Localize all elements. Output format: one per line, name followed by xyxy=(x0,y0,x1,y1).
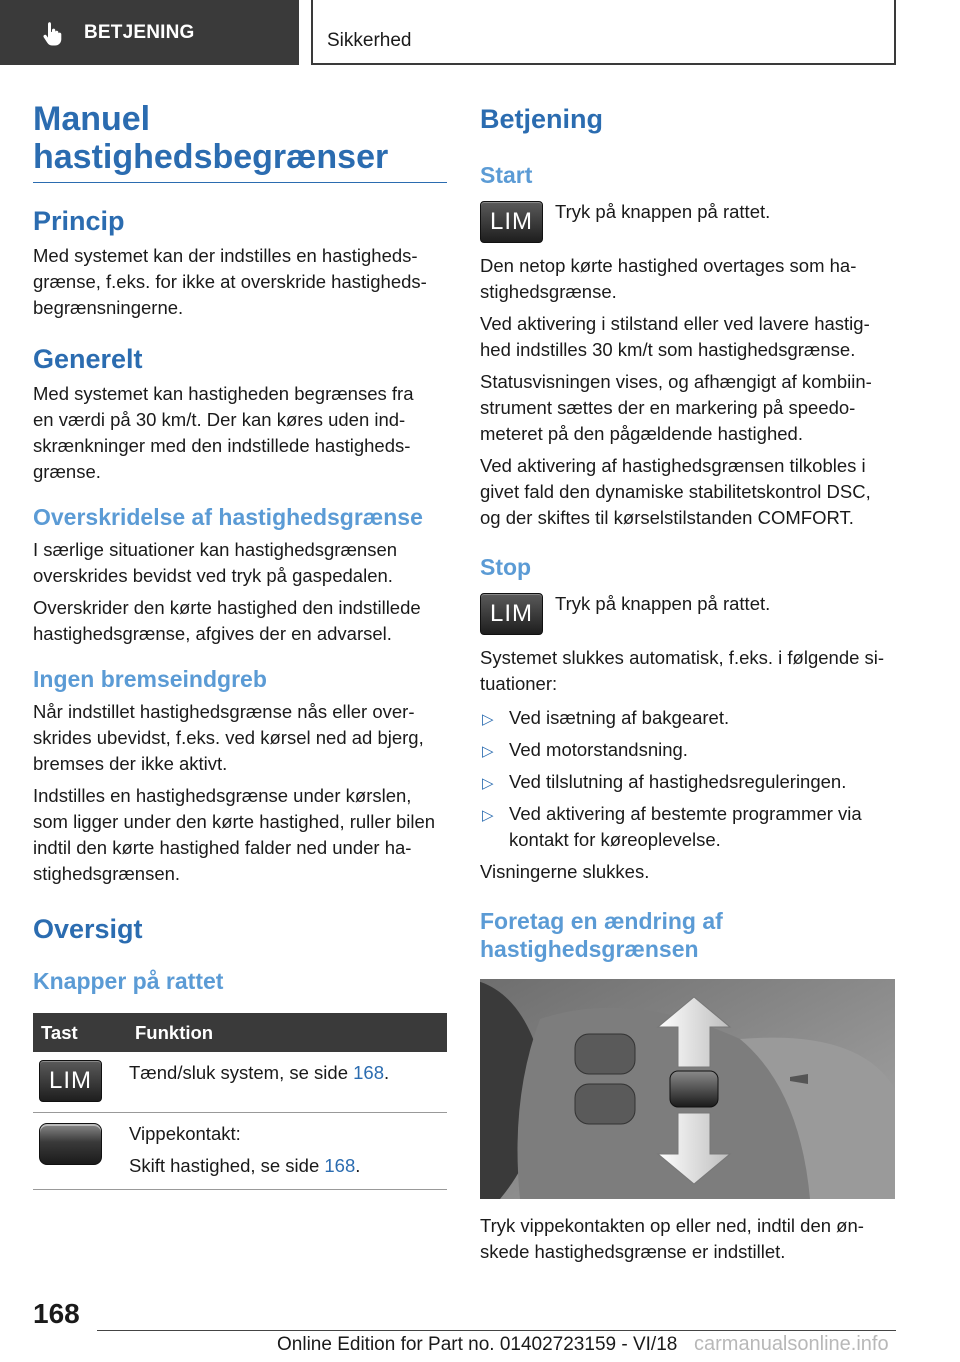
section-tab xyxy=(311,0,896,65)
row1-suffix: . xyxy=(384,1062,390,1083)
start-instruction xyxy=(480,199,896,243)
page-ref-link[interactable]: 168 xyxy=(324,1154,356,1176)
heading-knapper: Knapper på rattet xyxy=(33,968,224,994)
section-title: Sikkerhed xyxy=(327,30,412,51)
table-row xyxy=(33,1052,447,1112)
ingen-text-1: Når indstillet hastighedsgrænse nås eller over- skrides ubevidst, f.eks. ved kørsel ned ad bjerg, bremses der ikke aktivt. xyxy=(33,701,424,774)
table-header-row xyxy=(33,1013,447,1052)
row1-text: Tænd/sluk system, se side xyxy=(129,1062,354,1083)
page-ref-link[interactable]: 168 xyxy=(353,1062,385,1083)
list-item: ▷ Ved tilslutning af hastighedsreguleringen. xyxy=(480,769,896,795)
heading-foretag xyxy=(480,907,896,963)
row2-suffix: . xyxy=(355,1154,361,1176)
button-table xyxy=(33,1013,447,1190)
list-item: ▷ Ved motorstandsning. xyxy=(480,737,896,763)
princip-text: Med systemet kan der indstilles en hastigheds- grænse, f.eks. for ikke at overskride hastigheds- begrænsningerne. xyxy=(33,245,427,318)
heading-oversigt: Oversigt xyxy=(33,914,143,944)
list-item: ▷ Ved aktivering af bestemte programmer via kontakt for køreoplevelse. xyxy=(482,803,862,850)
heading-betjening: Betjening xyxy=(480,104,604,134)
start-text-3: Statusvisningen vises, og afhængigt af kombiin- strument sættes der en markering på speedo- meteret på den pågældende hastighed. xyxy=(480,371,872,444)
left-column xyxy=(33,100,447,1190)
triangle-bullet-icon: ▷ xyxy=(482,807,494,824)
overskridelse-text-2: Overskrider den kørte hastighed den indstillede hastighedsgrænse, afgives der en advarsel. xyxy=(33,597,421,644)
row2-line1: Vippekontakt: xyxy=(129,1122,241,1144)
heading-generelt: Generelt xyxy=(33,344,143,374)
watermark: carmanualsonline.info xyxy=(694,1333,889,1355)
triangle-bullet-icon: ▷ xyxy=(482,775,494,792)
steering-wheel-rocker-photo xyxy=(480,979,895,1199)
triangle-bullet-icon: ▷ xyxy=(482,743,494,760)
overskridelse-text-1: I særlige situationer kan hastighedsgrænsen overskrides bevidst ved tryk på gaspedalen. xyxy=(33,539,398,586)
table-row xyxy=(33,1112,447,1189)
stop-text-2: Visningerne slukkes. xyxy=(480,861,650,882)
lim-button-icon: LIM xyxy=(39,1060,102,1102)
table-header-funktion: Funktion xyxy=(123,1013,447,1052)
foretag-heading-line-2: hastighedsgrænsen xyxy=(480,936,699,962)
heading-overskridelse: Overskridelse af hastighedsgrænse xyxy=(33,504,423,530)
footer-divider xyxy=(97,1330,896,1331)
heading-princip: Princip xyxy=(33,206,125,236)
row2-text: Skift hastighed, se side xyxy=(129,1154,325,1176)
table-header-tast: Tast xyxy=(33,1013,123,1052)
heading-ingen-bremseindgreb: Ingen bremseindgreb xyxy=(33,666,267,692)
start-instruction-text: Tryk på knappen på rattet. xyxy=(555,201,771,222)
stop-instruction xyxy=(480,591,896,635)
foretag-text: Tryk vippekontakten op eller ned, indtil den øn- skede hastighedsgrænse er indstillet. xyxy=(480,1215,864,1262)
lim-button-icon: LIM xyxy=(480,593,543,635)
start-text-2: Ved aktivering i stilstand eller ved lavere hastig- hed indstilles 30 km/t som hastighedsgrænse. xyxy=(480,313,870,360)
page-title xyxy=(33,100,447,183)
heading-stop: Stop xyxy=(480,554,532,580)
list-item: ▷ Ved isætning af bakgearet. xyxy=(480,705,896,731)
right-column xyxy=(480,100,896,1265)
stop-bullet-list xyxy=(480,705,896,853)
title-line-1: Manuel xyxy=(33,100,151,138)
stop-text-1: Systemet slukkes automatisk, f.eks. i følgende si- tuationer: xyxy=(480,647,885,694)
stop-instruction-text: Tryk på knappen på rattet. xyxy=(555,593,771,614)
page-number: 168 xyxy=(33,1298,80,1329)
chapter-tab xyxy=(0,0,299,65)
start-text-1: Den netop kørte hastighed overtages som ha- stighedsgrænse. xyxy=(480,255,857,302)
lim-button-icon: LIM xyxy=(480,201,543,243)
generelt-text: Med systemet kan hastigheden begrænses fra en værdi på 30 km/t. Der kan køres uden ind- skrænkninger med den indstillede hastigheds- grænse. xyxy=(33,383,414,482)
rocker-switch-icon xyxy=(39,1123,102,1165)
chapter-title: BETJENING xyxy=(84,21,195,43)
foretag-heading-line-1: Foretag en ændring af xyxy=(480,908,723,934)
triangle-bullet-icon: ▷ xyxy=(482,711,494,728)
start-text-4: Ved aktivering af hastighedsgrænsen tilkobles i givet fald den dynamiske stabilitetskontrol DSC, og der skiftes til kørselstilstanden COMFORT. xyxy=(480,455,871,528)
ingen-text-2: Indstilles en hastighedsgrænse under kørslen, som ligger under den kørte hastighed, ruller bilen indtil den kørte hastighed falder ned under ha- stighedsgrænsen. xyxy=(33,785,436,884)
hand-pointer-icon xyxy=(40,20,66,46)
edition-text: Online Edition for Part no. 01402723159 - VI/18 xyxy=(277,1334,678,1355)
heading-start: Start xyxy=(480,162,533,188)
title-line-2: hastighedsbegrænser xyxy=(33,138,389,176)
